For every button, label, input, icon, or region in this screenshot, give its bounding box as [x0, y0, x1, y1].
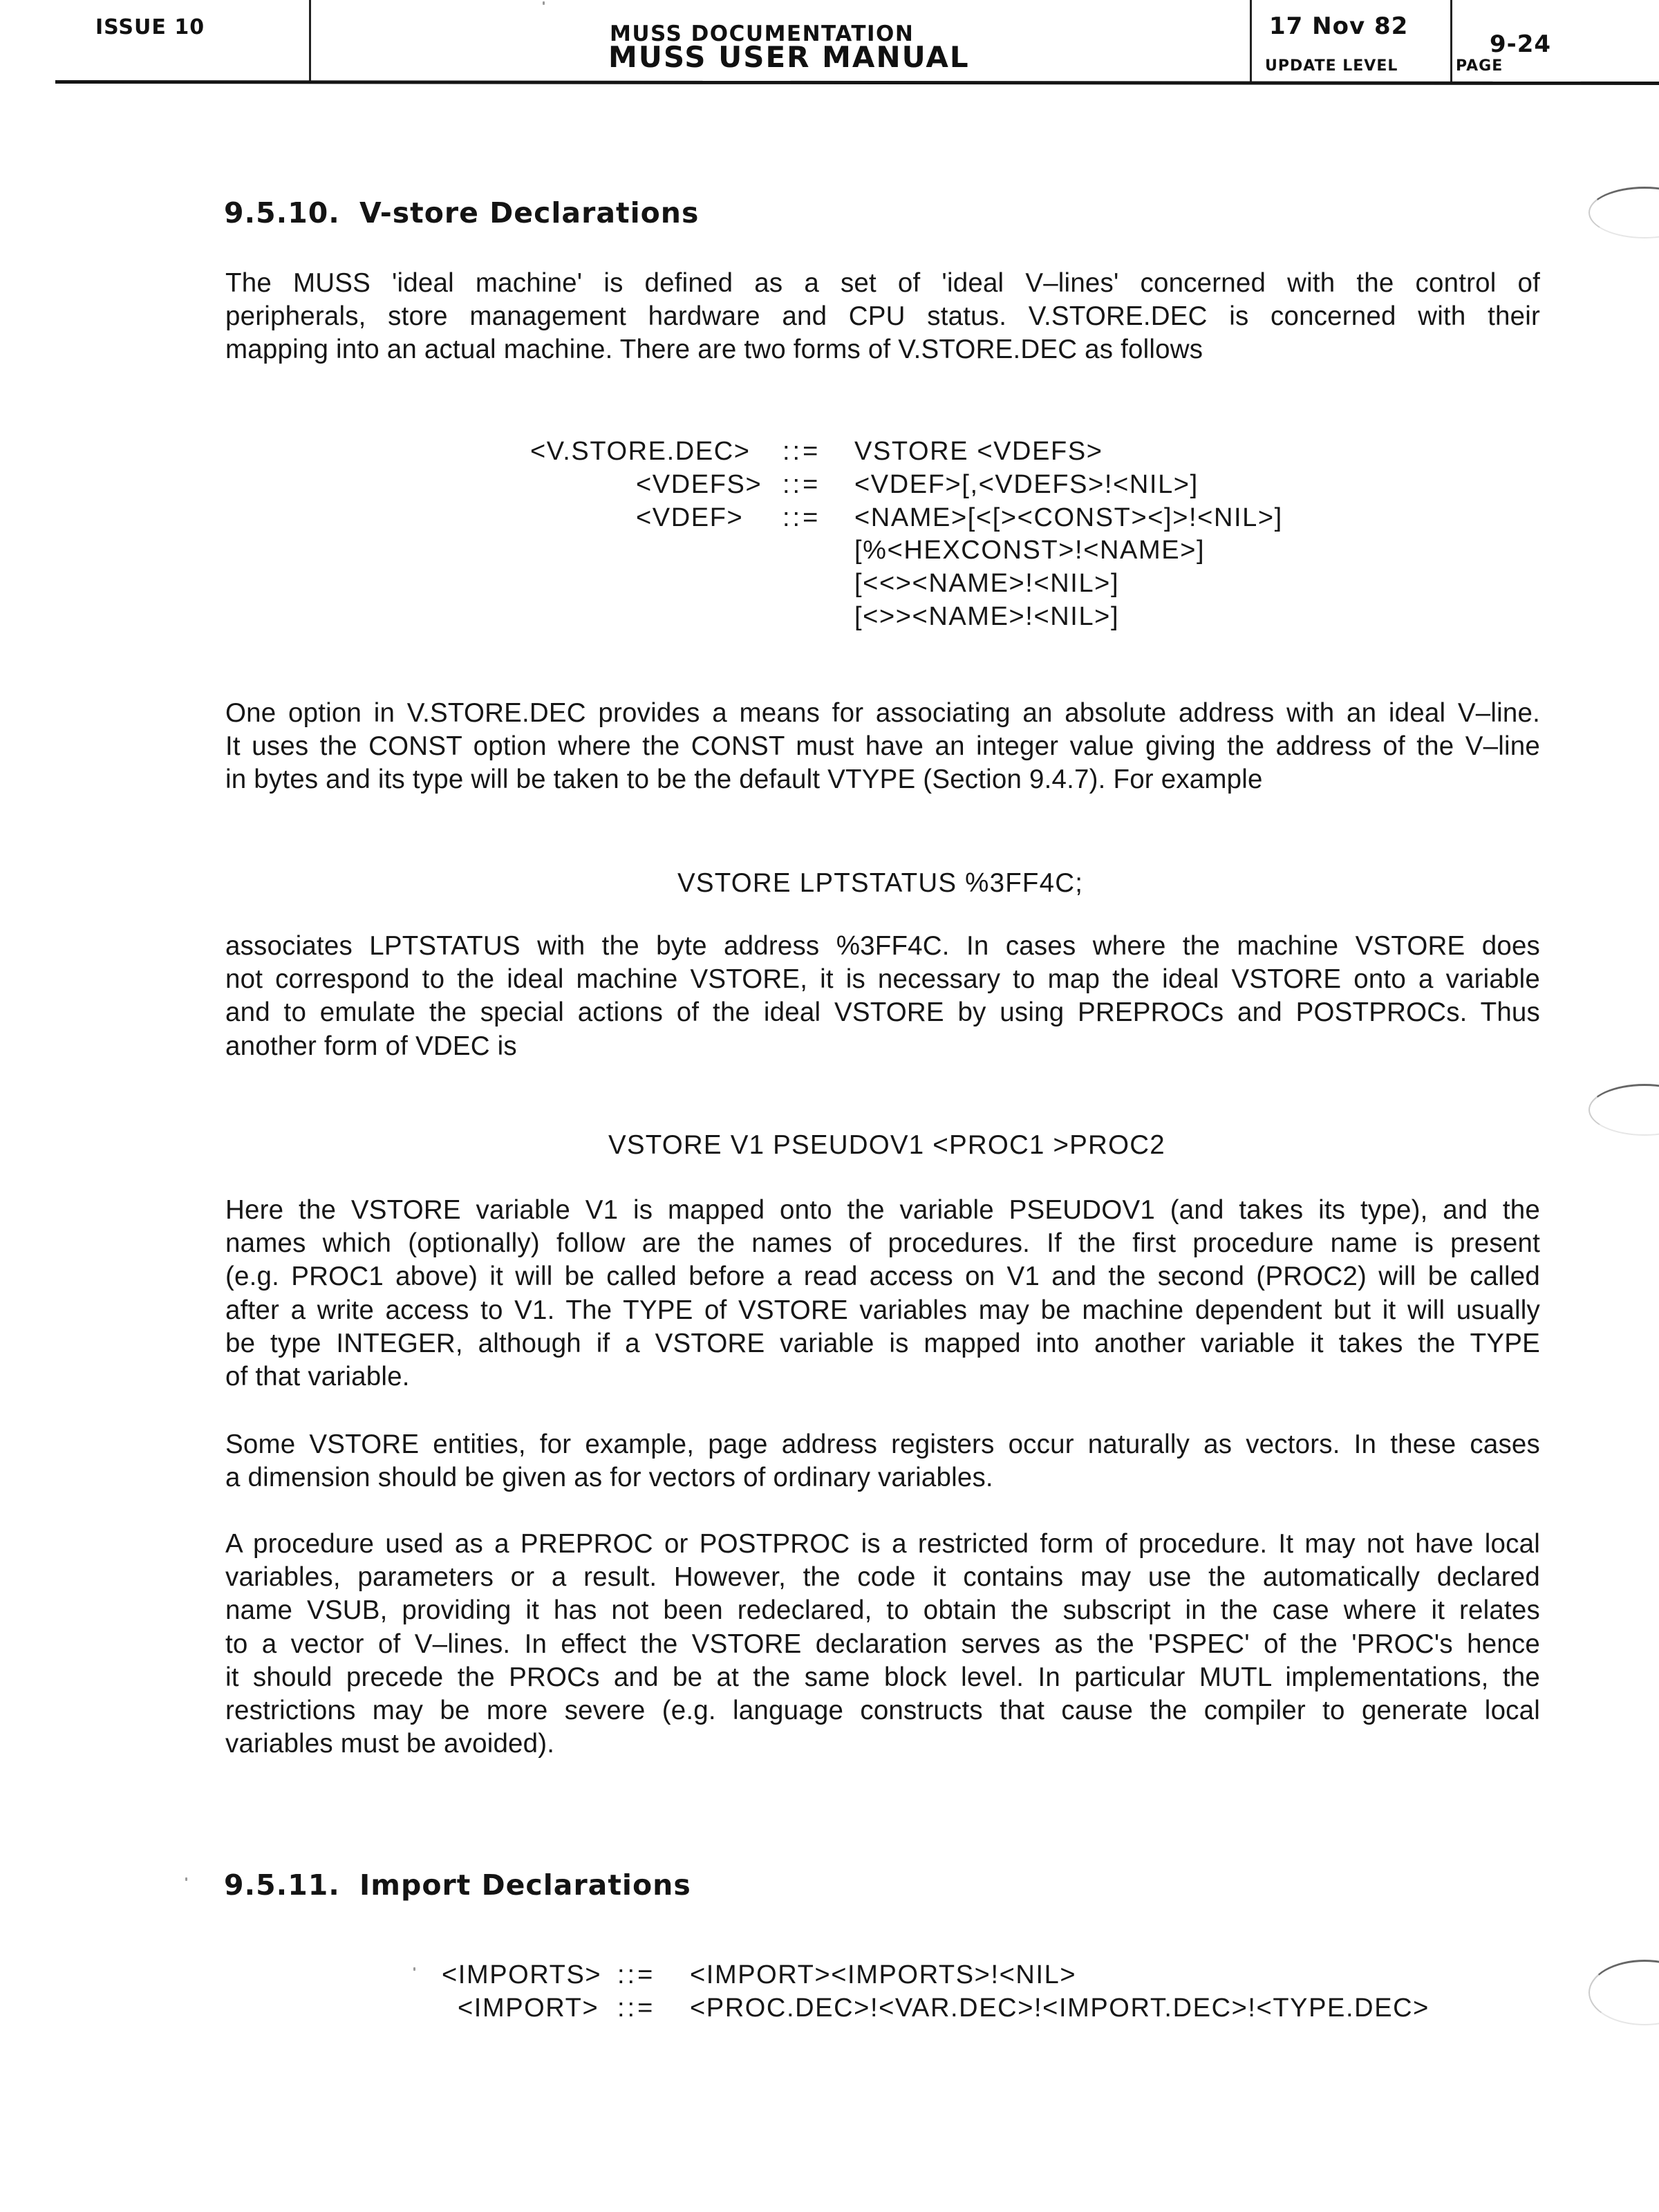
section-heading: [224, 1868, 691, 1902]
text-line: not correspond to the ideal machine VSTORE, it is necessary to map the ideal VSTORE onto a variable: [225, 964, 1540, 995]
text-line: be type INTEGER, although if a VSTORE variable is mapped into another variable it takes the TYPE: [225, 1328, 1540, 1358]
page-number: 9-24: [1490, 30, 1552, 58]
grammar-rhs: <PROC.DEC>!<VAR.DEC>!<IMPORT.DEC>!<TYPE.DEC>: [690, 1993, 1430, 2023]
text-line: of that variable.: [225, 1362, 410, 1392]
text-line: mapping into an actual machine. There are two forms of V.STORE.DEC as follows: [225, 335, 1203, 365]
grammar-rhs: [<<><NAME>!<NIL>]: [854, 569, 1120, 599]
grammar-operator: ::=: [617, 1993, 656, 2023]
text-line: another form of VDEC is: [225, 1031, 517, 1061]
text-line: in bytes and its type will be taken to be the default VTYPE (Section 9.4.7). For example: [225, 765, 1263, 795]
grammar-lhs: <VDEF>: [636, 503, 744, 532]
section-heading: [224, 196, 699, 229]
text-line: names which (optionally) follow are the names of procedures. If the first procedure name is present: [225, 1228, 1540, 1259]
document-title: MUSS USER MANUAL: [608, 40, 970, 74]
grammar-rhs: VSTORE <VDEFS>: [854, 437, 1103, 466]
grammar-rhs: [<>><NAME>!<NIL>]: [854, 601, 1120, 631]
page-label: PAGE: [1456, 57, 1503, 75]
text-line: One option in V.STORE.DEC provides a means for associating an absolute address with an ideal V–line.: [225, 698, 1540, 728]
text-line: associates LPTSTATUS with the byte address %3FF4C. In cases where the machine VSTORE does: [225, 931, 1540, 961]
document-series: MUSS DOCUMENTATION: [610, 21, 915, 46]
update-date: 17 Nov 82: [1269, 12, 1409, 40]
text-line: after a write access to V1. The TYPE of VSTORE variables may be machine dependent but it will usually: [225, 1295, 1540, 1325]
text-line: A procedure used as a PREPROC or POSTPROC is a restricted form of procedure. It may not have local: [225, 1529, 1540, 1559]
grammar-rule: [0, 1959, 1659, 1992]
text-line: to a vector of V–lines. In effect the VSTORE declaration serves as the 'PSPEC' of the 'PROC's hence: [225, 1629, 1540, 1659]
grammar-block: [0, 435, 1659, 634]
scan-speck: [543, 1, 545, 5]
grammar-rhs: <NAME>[<[><CONST><]>!<NIL>]: [854, 503, 1283, 532]
section-number: 9.5.11.: [224, 1868, 340, 1902]
grammar-block: [0, 1959, 1659, 2025]
section-title: Import Declarations: [359, 1868, 691, 1902]
grammar-rhs: <VDEF>[,<VDEFS>!<NIL>]: [854, 469, 1199, 499]
paragraph: [225, 1194, 1540, 1394]
text-line: variables, parameters or a result. However, the code it contains may use the automatically declared: [225, 1562, 1540, 1593]
paragraph: [225, 1528, 1540, 1761]
paragraph: [225, 1428, 1540, 1494]
text-line: it should precede the PROCs and be at the same block level. In particular MUTL implementations, the: [225, 1662, 1540, 1692]
text-line: The MUSS 'ideal machine' is defined as a set of 'ideal V–lines' concerned with the control of: [225, 268, 1540, 298]
section-number: 9.5.10.: [224, 196, 340, 229]
header-divider: [309, 0, 311, 82]
text-line: variables must be avoided).: [225, 1729, 555, 1759]
grammar-rhs: <IMPORT><IMPORTS>!<NIL>: [690, 1960, 1077, 1989]
text-line: a dimension should be given as for vectors of ordinary variables.: [225, 1463, 993, 1493]
text-line: restrictions may be more severe (e.g. language constructs that cause the compiler to generate local: [225, 1696, 1540, 1726]
grammar-continuation: [0, 534, 1659, 568]
text-line: name VSUB, providing it has not been redeclared, to obtain the subscript in the case where it relates: [225, 1595, 1540, 1626]
grammar-operator: ::=: [617, 1960, 656, 1989]
grammar-continuation: [0, 568, 1659, 601]
scan-speck: [185, 1877, 187, 1881]
grammar-operator: ::=: [782, 437, 821, 466]
code-example: VSTORE V1 PSEUDOV1 <PROC1 >PROC2: [608, 1130, 1165, 1160]
grammar-lhs: <VDEFS>: [636, 469, 762, 499]
grammar-rule: [0, 1992, 1659, 2025]
grammar-rhs: [%<HEXCONST>!<NAME>]: [854, 536, 1206, 565]
punch-hole-shadow: [1588, 1084, 1659, 1136]
section-title: V-store Declarations: [359, 196, 700, 229]
text-line: Some VSTORE entities, for example, page address registers occur naturally as vectors. In these cases: [225, 1430, 1540, 1459]
text-line: (e.g. PROC1 above) it will be called before a read access on V1 and the second (PROC2) will be called: [225, 1262, 1540, 1292]
header-divider: [1250, 0, 1252, 83]
grammar-rule: [0, 435, 1659, 469]
update-level-label: UPDATE LEVEL: [1265, 57, 1398, 75]
code-example: VSTORE LPTSTATUS %3FF4C;: [677, 868, 1084, 898]
grammar-continuation: [0, 601, 1659, 634]
paragraph: [225, 930, 1540, 1063]
grammar-lhs: <IMPORTS>: [442, 1960, 602, 1989]
text-line: peripherals, store management hardware and CPU status. V.STORE.DEC is concerned with their: [225, 301, 1540, 332]
header-rule: [55, 80, 1659, 85]
grammar-lhs: <V.STORE.DEC>: [530, 437, 751, 466]
punch-hole-shadow: [1588, 187, 1659, 238]
grammar-lhs: <IMPORT>: [458, 1993, 599, 2023]
header-divider: [1450, 0, 1452, 84]
text-line: It uses the CONST option where the CONST must have an integer value giving the address of the V–line: [225, 731, 1540, 762]
paragraph: [225, 697, 1540, 797]
text-line: and to emulate the special actions of the ideal VSTORE by using PREPROCs and POSTPROCs. Thus: [225, 997, 1540, 1028]
grammar-rule: [0, 502, 1659, 535]
grammar-operator: ::=: [782, 503, 821, 532]
grammar-rule: [0, 469, 1659, 502]
text-line: Here the VSTORE variable V1 is mapped onto the variable PSEUDOV1 (and takes its type), and the: [225, 1195, 1540, 1225]
paragraph: [225, 267, 1540, 367]
issue-label: ISSUE 10: [95, 15, 205, 39]
scan-speck: [413, 1967, 415, 1971]
grammar-operator: ::=: [782, 469, 821, 499]
